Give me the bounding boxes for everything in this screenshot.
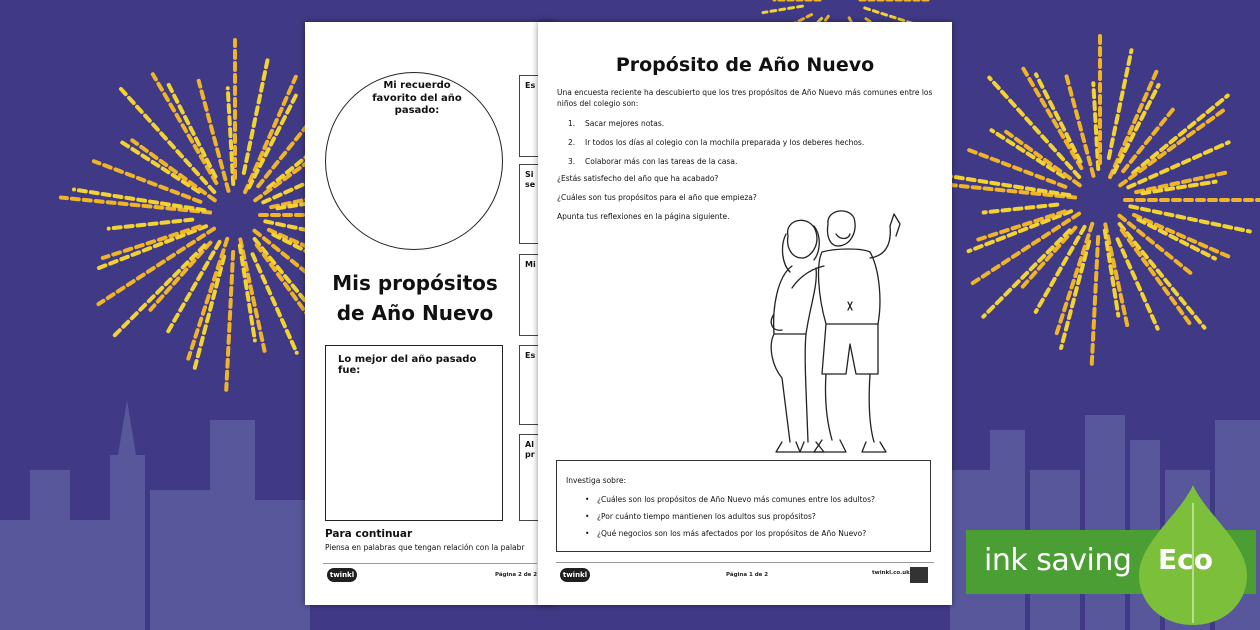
worksheet-page-2 [305,22,555,605]
continue-title: Para continuar [325,528,413,540]
list-number: 2. [568,138,576,147]
firework-ray [194,257,225,373]
question-satisfied: ¿Estás satisfecho del año que ha acabado? [557,174,719,183]
page-number: Página 1 de 2 [726,572,769,578]
front-page-title: Propósito de Año Nuevo [615,54,875,76]
memory-circle-label: Mi recuerdo favorito del año pasado: [372,80,462,116]
footer-divider [556,562,934,563]
best-of-year-box [325,345,503,521]
investigate-box [556,460,931,552]
firework-ray [1092,237,1098,365]
firework-ray [991,130,1063,176]
list-item [568,138,864,147]
firework-ray [228,88,233,184]
back-page-title [315,268,515,328]
side-box-label: Al pr [525,440,535,459]
site-url: twinkl.co.uk [872,570,910,576]
list-item [568,119,864,128]
resolutions-list [568,119,864,176]
firework-ray [1036,74,1080,161]
ink-saving-label: ink saving [984,543,1132,578]
list-text: Colaborar más con las tareas de la casa. [585,157,738,166]
page-number: Página 2 de 2 [495,572,538,578]
firework-ray [1122,230,1190,324]
firework-ray [1093,83,1098,169]
list-item: • ¿Cuáles son los propósitos de Año Nuevo más comunes entre los adultos? [585,495,875,504]
list-item: • ¿Qué negocios son los más afectados por los propósitos de Año Nuevo? [585,529,875,538]
list-number: 1. [568,119,576,128]
side-box-label: Si se [525,170,536,189]
twinkl-logo: twinkl [327,568,357,582]
firework-ray [984,205,1058,213]
qr-code-icon [910,567,928,583]
twinkl-logo: twinkl [560,568,590,582]
intro-text: Una encuesta reciente ha descubierto que los tres propósitos de Año Nuevo más comunes entre los niños del colegio son: [557,88,933,108]
continue-text: Piensa en palabras que tengan relación con la palabr [325,543,525,552]
instruction-text: Apunta tus reflexiones en la página siguiente. [557,212,730,221]
footer-divider [323,563,537,564]
firework-ray [977,211,1064,239]
worksheet-page-1 [538,22,952,605]
firework-ray [226,252,233,390]
best-of-year-label: Lo mejor del año pasado fue: [338,354,477,376]
firework-right [936,35,1260,365]
firework-ray [103,226,200,258]
firework-ray [118,140,199,192]
list-item: • ¿Por cuánto tiempo mantienen los adultos sus propósitos? [585,512,875,521]
firework-ray [249,91,298,187]
firework-ray [1134,215,1229,257]
back-title-line1: Mis propósitos [332,271,498,295]
investigate-list [585,495,875,546]
list-text: Sacar mejores notas. [585,119,665,128]
question-resolutions: ¿Cuáles son tus propósitos para el año que empieza? [557,193,757,202]
list-item [568,157,864,166]
side-box-label: Es [525,81,536,90]
firework-ray [109,220,193,229]
list-text: Ir todos los días al colegio con la mochila preparada y los deberes hechos. [585,138,865,147]
list-number: 3. [568,157,576,166]
children-illustration [766,206,916,456]
firework-ray [763,6,802,12]
firework-ray [166,80,215,176]
side-box-label: Es [525,351,536,360]
firework-ray [1023,68,1081,168]
firework-ray [1109,50,1132,158]
investigate-title: Investiga sobre: [566,476,627,485]
side-box-label: Mi [525,260,536,269]
back-title-line2: de Año Nuevo [336,301,494,325]
eco-label: Eco [1158,543,1213,576]
firework-ray [1130,206,1249,231]
firework-ray [61,198,210,213]
